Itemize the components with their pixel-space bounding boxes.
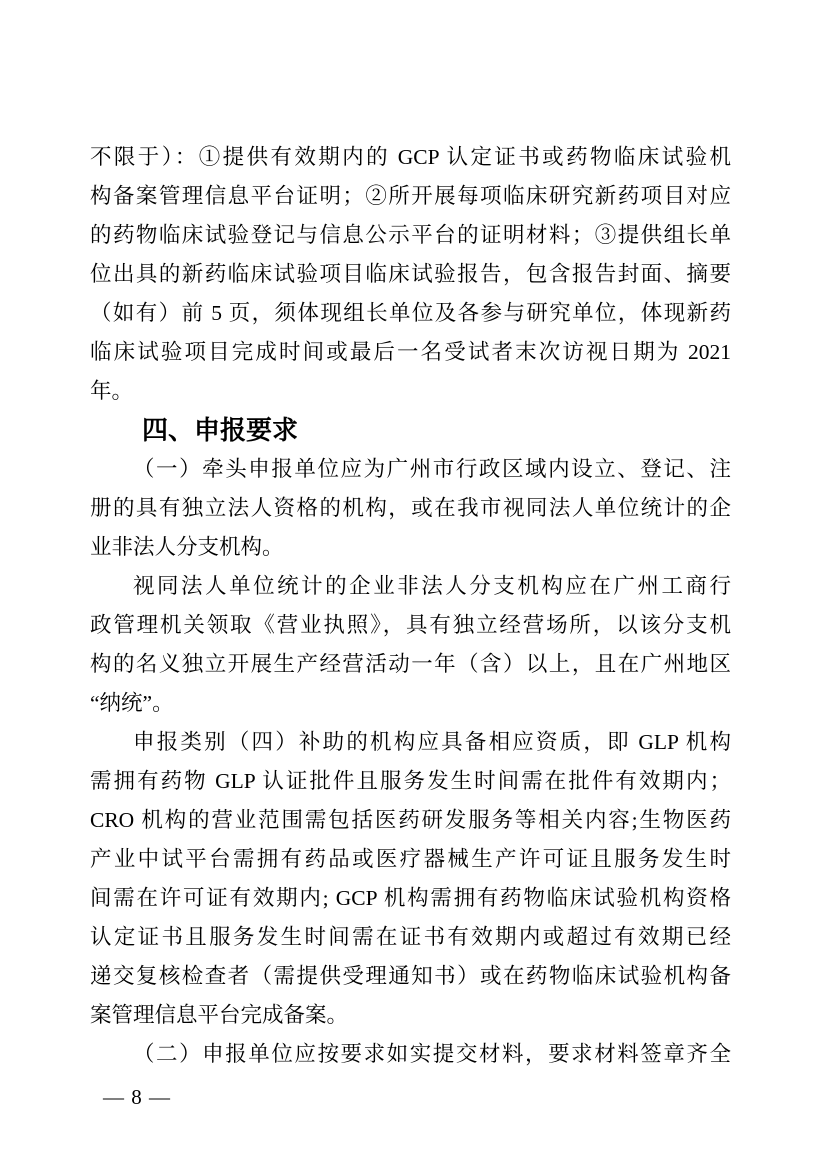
- text-line: 册的具有独立法人资格的机构，或在我市视同法人单位统计的企: [90, 496, 731, 520]
- text-line: （一）牵头申报单位应为广州市行政区域内设立、登记、注: [133, 457, 731, 481]
- text-line: 申报类别（四）补助的机构应具备相应资质，即 GLP 机构: [133, 730, 731, 754]
- text-line: 间需在许可证有效期内; GCP 机构需拥有药物临床试验机构资格: [90, 886, 731, 910]
- page-number: — 8 —: [103, 1085, 171, 1109]
- text-line: 临床试验项目完成时间或最后一名受试者末次访视日期为 2021: [90, 340, 731, 364]
- text-line: 视同法人单位统计的企业非法人分支机构应在广州工商行: [133, 574, 731, 598]
- text-line: 位出具的新药临床试验项目临床试验报告，包含报告封面、摘要: [90, 262, 731, 286]
- section-heading: 四、申报要求: [142, 415, 299, 445]
- text-line: 递交复核检查者（需提供受理通知书）或在药物临床试验机构备: [90, 964, 731, 988]
- text-line: 构备案管理信息平台证明；②所开展每项临床研究新药项目对应: [90, 184, 731, 208]
- text-line: 不限于）：①提供有效期内的 GCP 认定证书或药物临床试验机: [90, 145, 731, 169]
- text-line: 业非法人分支机构。: [90, 535, 284, 559]
- text-line: 构的名义独立开展生产经营活动一年（含）以上，且在广州地区: [90, 652, 731, 676]
- text-line: （如有）前 5 页，须体现组长单位及各参与研究单位，体现新药: [90, 301, 731, 325]
- text-line: 案管理信息平台完成备案。: [90, 1003, 349, 1027]
- text-line: 需拥有药物 GLP 认证批件且服务发生时间需在批件有效期内；: [90, 769, 731, 793]
- text-line: 产业中试平台需拥有药品或医疗器械生产许可证且服务发生时: [90, 847, 731, 871]
- text-line: （二）申报单位应按要求如实提交材料，要求材料签章齐全: [133, 1042, 731, 1066]
- text-line: 认定证书且服务发生时间需在证书有效期内或超过有效期已经: [90, 925, 731, 949]
- text-line: 的药物临床试验登记与信息公示平台的证明材料；③提供组长单: [90, 223, 731, 247]
- text-line: CRO 机构的营业范围需包括医药研发服务等相关内容;生物医药: [90, 808, 731, 832]
- document-body: [90, 138, 731, 1074]
- text-line: “纳统”。: [90, 691, 174, 715]
- text-line: 政管理机关领取《营业执照》，具有独立经营场所，以该分支机: [90, 613, 731, 637]
- text-line: 年。: [90, 379, 134, 403]
